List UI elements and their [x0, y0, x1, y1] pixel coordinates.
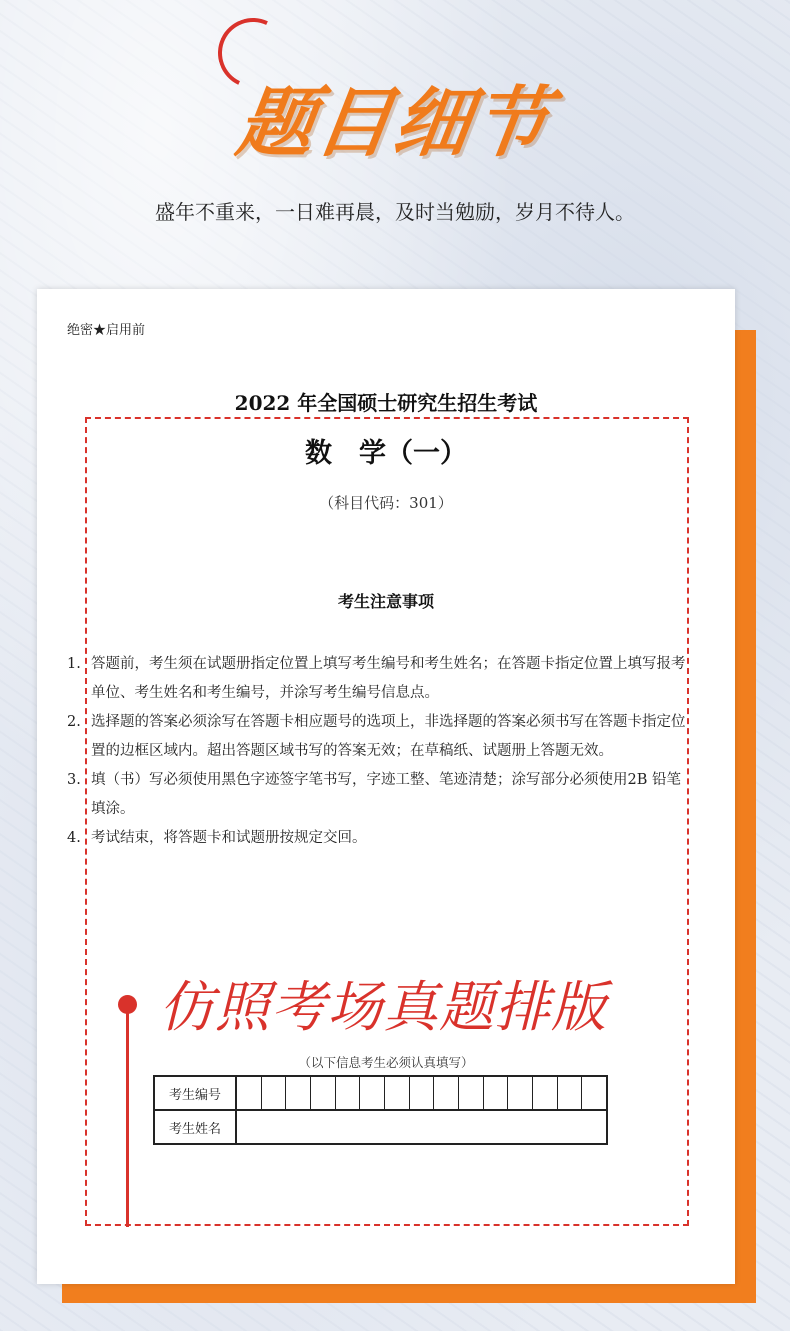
info-note: （以下信息考生必须认真填写）	[298, 1055, 474, 1070]
candidate-name-label: 考生姓名	[155, 1111, 237, 1143]
candidate-number-cell	[582, 1077, 606, 1109]
candidate-number-cell	[410, 1077, 435, 1109]
secret-label: 绝密★启用前	[67, 323, 146, 338]
rule-number: 4.	[67, 830, 81, 846]
candidate-number-cell	[237, 1077, 262, 1109]
candidate-number-cell	[459, 1077, 484, 1109]
candidate-number-cell	[484, 1077, 509, 1109]
rule-text: 选择题的答案必须涂写在答题卡相应题号的选项上，非选择题的答案必须书写在答题卡指定位置的边框区域内。超出答题区域书写的答案无效；在草稿纸、试题册上答题无效。	[91, 714, 686, 759]
candidate-number-row	[155, 1077, 606, 1109]
rule-text: 考试结束，将答题卡和试题册按规定交回。	[91, 830, 367, 846]
candidate-number-cell	[508, 1077, 533, 1109]
annotation-line	[126, 1005, 129, 1227]
rule-text: 答题前，考生须在试题册指定位置上填写考生编号和考生姓名；在答题卡指定位置上填写报考单位、考生姓名和考生编号，并涂写考生编号信息点。	[91, 656, 686, 701]
candidate-number-cell	[434, 1077, 459, 1109]
candidate-number-label: 考生编号	[155, 1077, 237, 1109]
rule-item	[67, 824, 693, 853]
candidate-number-cell	[360, 1077, 385, 1109]
subject-code: （科目代码：301）	[319, 494, 453, 512]
candidate-info-table	[153, 1075, 608, 1145]
rule-item	[67, 766, 693, 824]
candidate-name-field	[237, 1111, 606, 1143]
candidate-number-cell	[311, 1077, 336, 1109]
candidate-number-cell	[286, 1077, 311, 1109]
candidate-number-cell	[336, 1077, 361, 1109]
candidate-number-cells	[237, 1077, 606, 1109]
page-subtitle: 盛年不重来，一日难再晨，及时当勉励，岁月不待人。	[155, 200, 635, 224]
annotation-slogan: 仿照考场真题排版	[159, 975, 608, 1039]
candidate-number-cell	[262, 1077, 287, 1109]
rule-text: 填（书）写必须使用黑色字迹签字笔书写，字迹工整、笔迹清楚；涂写部分必须使用2B 铅笔填涂。	[91, 772, 681, 817]
rule-item	[67, 650, 693, 708]
candidate-name-row	[155, 1109, 606, 1143]
candidate-number-cell	[558, 1077, 583, 1109]
rule-number: 3.	[67, 772, 81, 788]
exam-paper	[37, 289, 735, 1284]
exam-title: 2022 年全国硕士研究生招生考试	[234, 391, 538, 415]
rule-number: 2.	[67, 714, 81, 730]
rules-list	[67, 650, 693, 853]
notice-title: 考生注意事项	[337, 592, 434, 611]
rule-number: 1.	[67, 656, 81, 672]
candidate-number-cell	[533, 1077, 558, 1109]
candidate-number-cell	[385, 1077, 410, 1109]
page-title: 题目细节	[231, 78, 557, 167]
exam-subject: 数 学（一）	[305, 438, 467, 469]
rule-item	[67, 708, 693, 766]
